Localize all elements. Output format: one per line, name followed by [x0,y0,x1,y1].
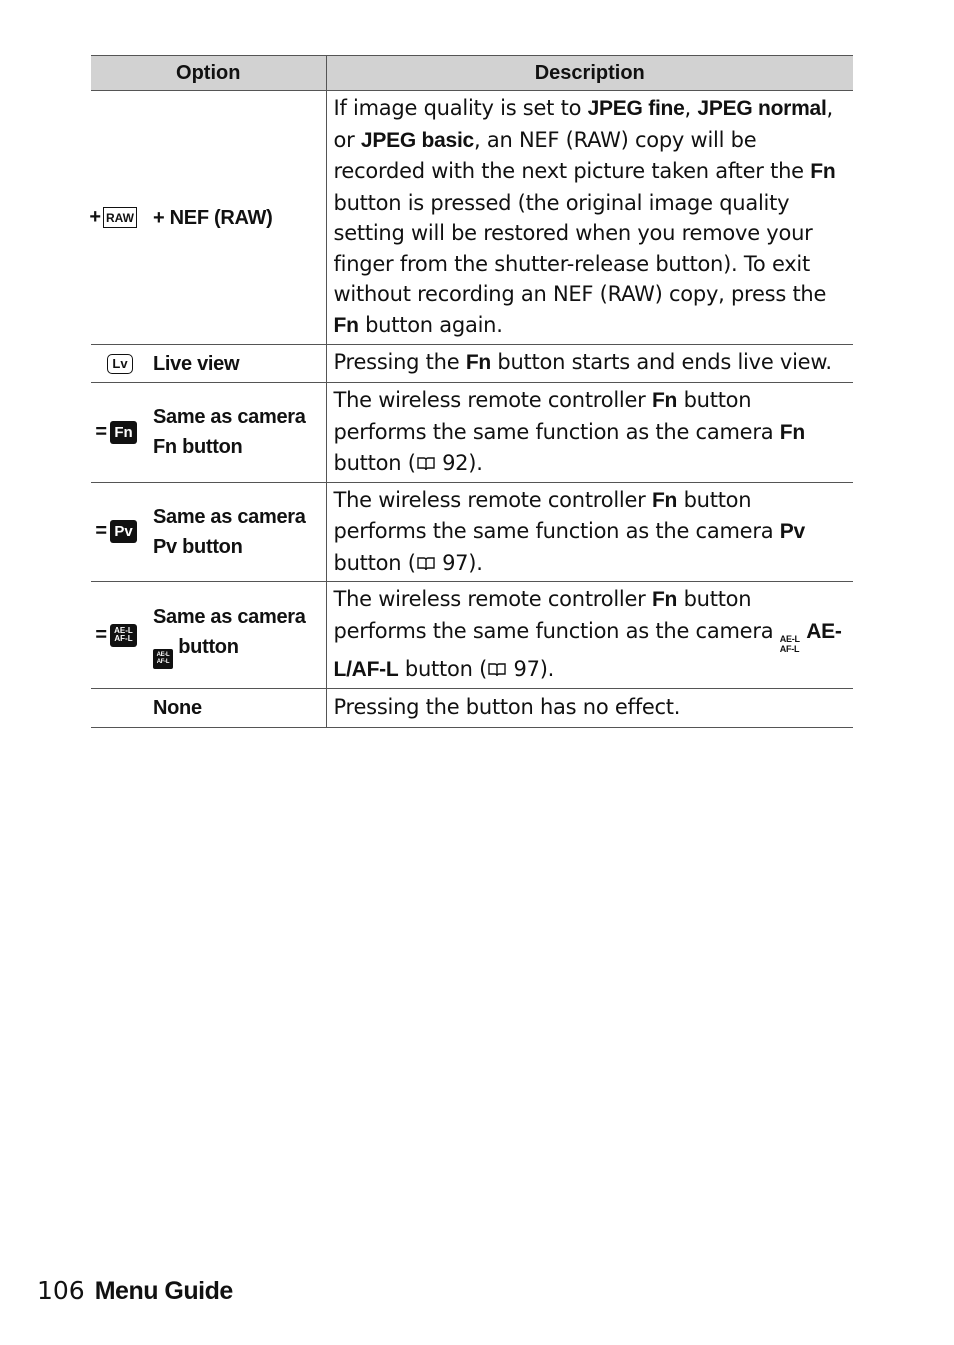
option-cell [91,345,326,383]
pv-button-icon: = Pv [91,520,153,543]
page-number: 106 [37,1276,85,1305]
option-label: None [153,697,202,719]
table-row-none [91,689,853,728]
table-row-same-as-ael [91,582,853,689]
ae-l-af-l-button-icon: = AE-L AF-L [91,624,153,647]
ae-l-af-l-icon: AE-L AF-L [153,649,173,669]
option-cell [91,689,326,728]
option-label: + NEF (RAW) [153,206,273,229]
table-row-nef-raw [91,91,853,345]
raw-badge: RAW [103,207,137,228]
option-column-header: Option [91,56,326,91]
table-row-live-view [91,345,853,383]
description-column-header: Description [326,56,853,91]
description-cell: Pressing the Fn button starts and ends live view. [326,345,853,383]
option-cell [91,482,326,582]
description-cell: Pressing the button has no effect. [326,689,853,728]
options-table [91,55,853,728]
page-footer [37,1276,233,1306]
book-reference-icon [416,456,436,472]
table-row-same-as-pv [91,482,853,582]
description-cell: The wireless remote controller Fn button performs the same function as the camera Pv button ( 97). [326,482,853,582]
description-cell: If image quality is set to JPEG fine, JPEG normal, or JPEG basic, an NEF (RAW) copy will be recorded with the next picture taken after the Fn button is pressed (the original image quality setting will be restored when you remove your finger from the shutter-release button). To exit without recording an NEF (RAW) copy, press the Fn button again. [326,91,853,345]
book-reference-icon [416,556,436,572]
book-reference-icon [487,662,507,678]
option-cell [91,383,326,483]
option-label: Same as camera AE-L AF-L button [153,602,306,669]
fn-button-icon: = Fn [91,421,153,444]
description-cell: The wireless remote controller Fn button performs the same function as the camera Fn button ( 92). [326,383,853,483]
option-label: Live view [153,352,240,375]
option-label: Same as camera Pv button [153,505,306,558]
raw-icon: + RAW [91,206,153,229]
table-header-row [91,56,853,91]
option-cell [91,91,326,345]
option-cell [91,582,326,689]
live-view-icon: Lv [91,354,153,374]
option-label: Same as camera Fn button [153,406,306,459]
table-row-same-as-fn [91,383,853,483]
description-cell: The wireless remote controller Fn button performs the same function as the camera AE-L AF-L AE-L/AF-L button ( 97). [326,582,853,689]
ae-l-af-l-icon: AE-L AF-L [779,633,800,654]
section-title: Menu Guide [94,1277,233,1305]
